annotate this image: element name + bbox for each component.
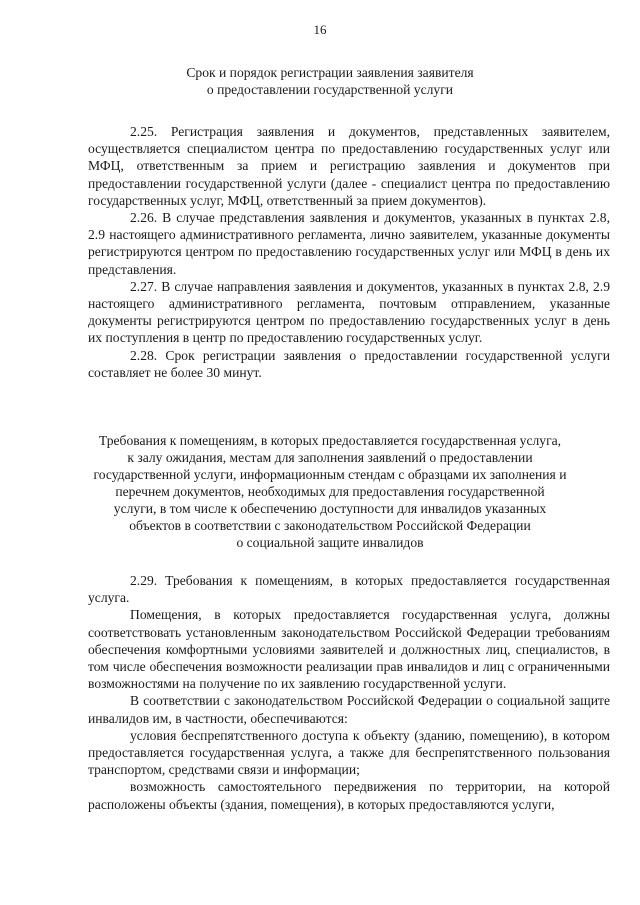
premises-paragraphs [88, 572, 610, 813]
heading-line: о предоставлении государственной услуги [206, 82, 454, 97]
heading-line: Требования к помещениям, в которых предоставляется государственная услуга, [98, 433, 562, 448]
heading-line: Срок и порядок регистрации заявления заявителя [186, 65, 474, 80]
heading-line: государственной услуги, информационным стендам с образцами их заполнения и [93, 467, 567, 482]
paragraph-2-28: 2.28. Срок регистрации заявления о предоставлении государственной услуги составляет не более 30 минут. [88, 347, 610, 380]
paragraph-2-27: 2.27. В случае направления заявления и документов, указанных в пунктах 2.8, 2.9 настоящего административного регламента, почтовым отправлением, указанные документы регистрируются центром по предоставлению государственных услуг в день их поступления в центр по предоставлению государственных услуг. [88, 278, 610, 346]
page-number: 16 [313, 22, 327, 37]
heading-line: объектов в соответствии с законодательством Российской Федерации [129, 518, 531, 533]
paragraph-access-conditions: условия беспрепятственного доступа к объекту (зданию, помещению), в котором предоставляется государственная услуга, а также для беспрепятственного пользования транспортом, средствами связи и информации; [88, 727, 610, 778]
heading-line: к залу ожидания, местам для заполнения заявлений о предоставлении [127, 450, 533, 465]
section-heading-registration [70, 64, 590, 98]
heading-line: перечнем документов, необходимых для предоставления государственной [115, 484, 545, 499]
paragraph-2-29: 2.29. Требования к помещениям, в которых предоставляется государственная услуга. [88, 573, 610, 606]
section-heading-premises [60, 432, 600, 551]
paragraph-2-26: 2.26. В случае представления заявления и документов, указанных в пунктах 2.8, 2.9 настоящего административного регламента, лично заявителем, указанные документы регистрируются центром по предоставлению государственных услуг или МФЦ в день их представления. [88, 210, 610, 277]
heading-line: о социальной защите инвалидов [236, 535, 424, 550]
heading-line: услуги, в том числе к обеспечению доступности для инвалидов указанных [113, 501, 547, 516]
registration-paragraphs [88, 123, 610, 381]
paragraph-movement: возможность самостоятельного передвижения по территории, на которой расположены объекты (здания, помещения), в которых предоставляются услуги, [88, 779, 610, 812]
paragraph-premises: Помещения, в которых предоставляется государственная услуга, должны соответствовать установленным законодательством Российской Федерации требованиям обеспечения комфортными условиями заявителей и должностных лиц, специалистов, в том числе обеспечения возможности реализации прав инвалидов и лиц с ограниченными возможностями на получение по их заявлению государственной услуги. [88, 607, 610, 692]
paragraph-disability-rights: В соответствии с законодательством Российской Федерации о социальной защите инвалидов им, в частности, обеспечиваются: [88, 693, 610, 726]
paragraph-2-25: 2.25. Регистрация заявления и документов, представленных заявителем, осуществляется специалистом центра по предоставлению государственных услуг или МФЦ, ответственным за прием и регистрацию заявления и документов при предоставлении государственной услуги (далее - специалист центра по предоставлению государственных услуг, МФЦ, ответственный за прием документов). [88, 124, 610, 208]
